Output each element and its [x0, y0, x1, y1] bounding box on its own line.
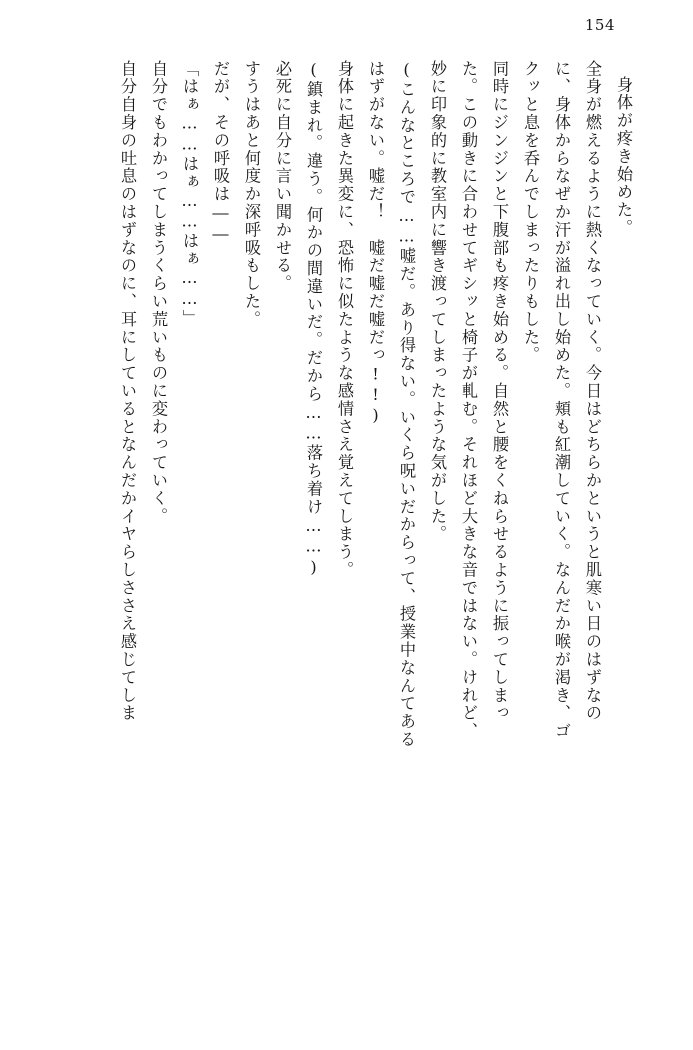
text-line: 「はぁ……はぁ……はぁ……」	[180, 60, 199, 328]
text-line: 全身が燃えるように熱くなっていく。今日はどちらかというと肌寒い日のはずなの	[583, 60, 602, 723]
text-line: 身体が疼き始めた。	[614, 76, 633, 238]
text-line: 同時にジンジンと下腹部も疼き始める。自然と腰をくねらせるように振ってしまっ	[490, 60, 509, 723]
text-line: 妙に印象的に教室内に響き渡ってしまったような気がした。	[428, 60, 447, 544]
text-line: (こんなところで……嘘だ。あり得ない。いくら呪いだからって、授業中なんてある	[397, 60, 416, 749]
text-line: 自分でもわかってしまうくらい荒いものに変わっていく。	[149, 60, 168, 526]
text-line: 自分自身の吐息のはずなのに、耳にしているとなんだかイヤらしささえ感じてしま	[118, 60, 137, 723]
text-line: に、身体からなぜか汗が溢れ出し始めた。頬も紅潮していく。なんだか喉が渇き、ゴ	[552, 60, 571, 741]
text-line: た。この動きに合わせてギシッと椅子が軋む。それほど大きな音ではない。けれど、	[459, 60, 478, 741]
text-line: すうはあと何度か深呼吸もした。	[242, 60, 261, 329]
vertical-text-body	[44, 60, 631, 1012]
text-line: クッと息を呑んでしまったりもした。	[521, 60, 540, 365]
text-line: 身体に起きた異変に、恐怖に似たような感情さえ覚えてしまう。	[335, 60, 354, 580]
text-line: (鎮まれ。違う。何かの間違いだ。だから……落ち着け……)	[304, 60, 323, 578]
page-number: 154	[584, 16, 615, 34]
text-line: はずがない。嘘だ！ 嘘だ嘘だ嘘だっ!!)	[366, 60, 385, 427]
text-line: 必死に自分に言い聞かせる。	[273, 60, 292, 293]
text-line: だが、その呼吸は――	[211, 60, 230, 245]
